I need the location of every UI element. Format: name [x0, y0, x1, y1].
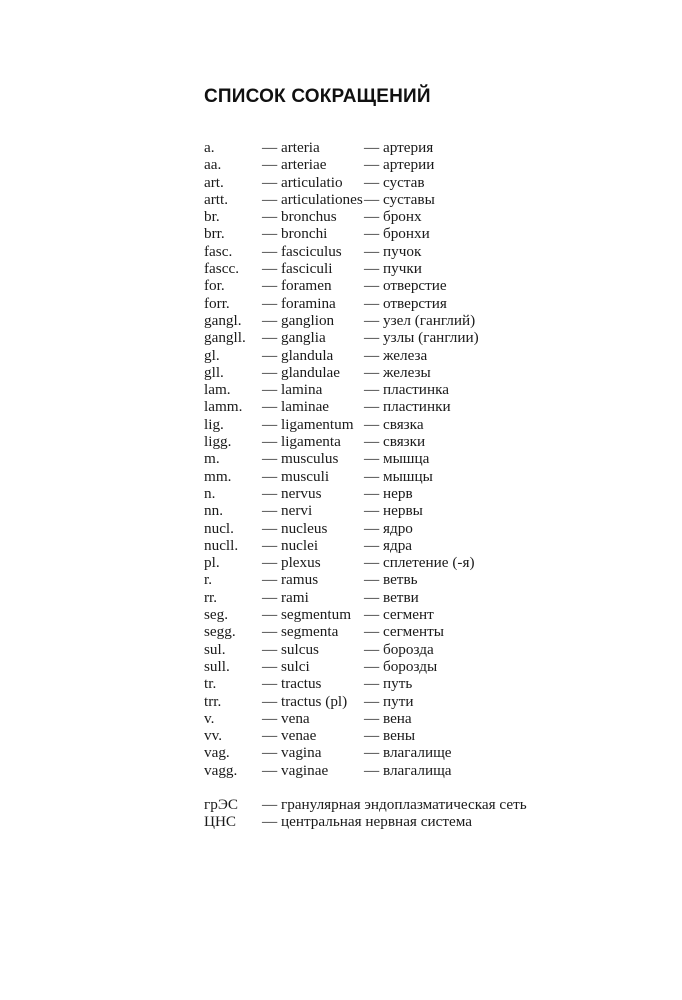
- abbreviation-short: nn.: [204, 502, 223, 520]
- abbreviation-russian: — артерии: [364, 156, 435, 174]
- abbreviation-short: rr.: [204, 588, 218, 606]
- abbreviation-short: artt.: [204, 190, 229, 208]
- abbreviation-short: lamm.: [204, 398, 243, 416]
- abbreviation-russian: — вена: [364, 709, 412, 727]
- abbreviation-latin: — sulcus: [262, 640, 319, 658]
- abbreviation-latin: — articulatio: [262, 173, 343, 191]
- abbreviation-russian: — связки: [364, 433, 426, 451]
- abbreviation-russian: — узлы (ганглии): [364, 329, 479, 347]
- abbreviation-latin: — glandula: [262, 346, 334, 364]
- abbreviation-short: fasc.: [204, 242, 233, 260]
- abbreviation-short: mm.: [204, 467, 232, 485]
- abbreviation-latin: — foramen: [262, 277, 332, 295]
- abbreviation-short: v.: [204, 709, 215, 727]
- abbreviation-short: ligg.: [204, 433, 232, 451]
- abbreviation-latin: — musculus: [262, 450, 339, 468]
- abbreviation-russian: — сегмент: [364, 606, 434, 624]
- abbreviation-latin: — foramina: [262, 294, 336, 312]
- abbreviation-latin: — nervus: [262, 484, 322, 502]
- abbreviation-latin: — vaginae: [262, 761, 329, 779]
- abbreviation-latin: — vagina: [262, 744, 322, 762]
- abbreviation-latin: — sulci: [262, 657, 310, 675]
- abbreviation-latin: — vena: [262, 709, 310, 727]
- abbreviation-short: pl.: [204, 554, 220, 572]
- abbreviation-russian: — суставы: [364, 190, 435, 208]
- abbreviation-latin: — arteriae: [262, 156, 327, 174]
- abbreviation-short: tr.: [204, 675, 217, 693]
- abbreviation-russian: — пучок: [364, 242, 422, 260]
- abbreviation-russian: — ветви: [364, 588, 419, 606]
- abbreviation-latin: — ganglia: [262, 329, 326, 347]
- abbreviation-short: sul.: [204, 640, 226, 658]
- abbreviation-russian: — пути: [364, 692, 414, 710]
- abbreviation-russian: — сегменты: [364, 623, 445, 641]
- abbreviation-short: gl.: [204, 346, 220, 364]
- abbreviation-russian: — пластинки: [364, 398, 451, 416]
- abbreviation-short: n.: [204, 484, 216, 502]
- abbreviation-latin: — nuclei: [262, 536, 319, 554]
- other-abbreviation-short: ЦНС: [204, 813, 237, 831]
- abbreviation-short: lig.: [204, 415, 224, 433]
- abbreviation-russian: — узел (ганглий): [364, 311, 476, 329]
- abbreviation-russian: — нервы: [364, 502, 423, 520]
- abbreviation-russian: — пучки: [364, 260, 422, 278]
- abbreviation-russian: — бронх: [364, 208, 422, 226]
- abbreviation-latin: — ligamenta: [262, 433, 341, 451]
- abbreviation-latin: — plexus: [262, 554, 321, 572]
- abbreviation-short: for.: [204, 277, 225, 295]
- abbreviation-short: vag.: [204, 744, 230, 762]
- abbreviation-short: gangll.: [204, 329, 246, 347]
- abbreviation-russian: — нерв: [364, 484, 413, 502]
- abbreviation-short: forr.: [204, 294, 230, 312]
- abbreviation-russian: — борозда: [364, 640, 434, 658]
- abbreviation-latin: — tractus (pl): [262, 692, 348, 710]
- abbreviation-russian: — артерия: [364, 139, 434, 156]
- other-abbreviation-short: грЭС: [204, 796, 238, 813]
- abbreviation-russian: — ядра: [364, 536, 413, 554]
- abbreviation-short: aa.: [204, 156, 222, 174]
- abbreviation-russian: — ветвь: [364, 571, 418, 589]
- abbreviation-short: nucll.: [204, 536, 239, 554]
- abbreviation-latin: — rami: [262, 588, 309, 606]
- abbreviation-latin: — venae: [262, 727, 317, 745]
- abbreviation-latin: — nervi: [262, 502, 313, 520]
- abbreviation-russian: — отверстия: [364, 294, 447, 312]
- abbreviation-short: r.: [204, 571, 213, 589]
- abbreviation-russian: — бронхи: [364, 225, 430, 243]
- abbreviation-russian: — железы: [364, 363, 431, 381]
- abbreviation-russian: — влагалища: [364, 761, 452, 779]
- abbreviation-short: gll.: [204, 363, 224, 381]
- abbreviation-russian: — сустав: [364, 173, 425, 191]
- abbreviation-latin: — tractus: [262, 675, 322, 693]
- abbreviation-russian: — отверстие: [364, 277, 447, 295]
- abbreviation-latin: — articulationes: [262, 190, 363, 208]
- abbreviation-russian: — ядро: [364, 519, 413, 537]
- abbreviation-short: segg.: [204, 623, 236, 641]
- abbreviation-short: trr.: [204, 692, 222, 710]
- abbreviation-short: brr.: [204, 225, 225, 243]
- abbreviation-short: seg.: [204, 606, 229, 624]
- abbreviation-latin: — glandulae: [262, 363, 341, 381]
- abbreviation-short: fascc.: [204, 260, 239, 278]
- abbreviation-short: sull.: [204, 657, 230, 675]
- abbreviation-latin: — fasciculus: [262, 242, 342, 260]
- abbreviation-latin: — bronchus: [262, 208, 337, 226]
- abbreviation-short: m.: [204, 450, 220, 468]
- abbreviation-russian: — мышцы: [364, 467, 433, 485]
- abbreviation-latin: — musculi: [262, 467, 330, 485]
- abbreviation-russian: — железа: [364, 346, 428, 364]
- abbreviation-short: gangl.: [204, 311, 242, 329]
- abbreviation-latin: — laminae: [262, 398, 330, 416]
- abbreviation-russian: — борозды: [364, 657, 438, 675]
- abbreviation-short: nucl.: [204, 519, 234, 537]
- abbreviation-russian: — мышца: [364, 450, 430, 468]
- abbreviation-russian: — пластинка: [364, 381, 449, 399]
- abbreviation-latin: — segmenta: [262, 623, 339, 641]
- abbreviation-short: a.: [204, 139, 215, 156]
- abbreviation-russian: — связка: [364, 415, 424, 433]
- abbreviation-russian: — влагалище: [364, 744, 452, 762]
- abbreviation-short: br.: [204, 208, 220, 226]
- abbreviation-latin: — nucleus: [262, 519, 328, 537]
- abbreviation-short: lam.: [204, 381, 231, 399]
- abbreviation-latin: — bronchi: [262, 225, 328, 243]
- abbreviation-russian: — сплетение (-я): [364, 554, 475, 572]
- abbreviation-latin: — arteria: [262, 139, 320, 156]
- abbreviation-russian: — путь: [364, 675, 413, 693]
- other-abbreviation-meaning: — гранулярная эндоплазматическая сеть: [262, 796, 527, 813]
- abbreviation-latin: — fasciculi: [262, 260, 333, 278]
- abbreviation-latin: — ligamentum: [262, 415, 354, 433]
- abbreviation-latin: — ramus: [262, 571, 319, 589]
- abbreviation-latin: — lamina: [262, 381, 323, 399]
- abbreviation-latin: — ganglion: [262, 311, 335, 329]
- other-abbreviation-meaning: — центральная нервная система: [262, 813, 472, 831]
- abbreviation-short: vv.: [204, 727, 222, 745]
- abbreviation-short: art.: [204, 173, 224, 191]
- abbreviation-latin: — segmentum: [262, 606, 352, 624]
- abbreviation-russian: — вены: [364, 727, 416, 745]
- abbreviation-short: vagg.: [204, 761, 238, 779]
- page-title: СПИСОК СОКРАЩЕНИЙ: [204, 86, 431, 107]
